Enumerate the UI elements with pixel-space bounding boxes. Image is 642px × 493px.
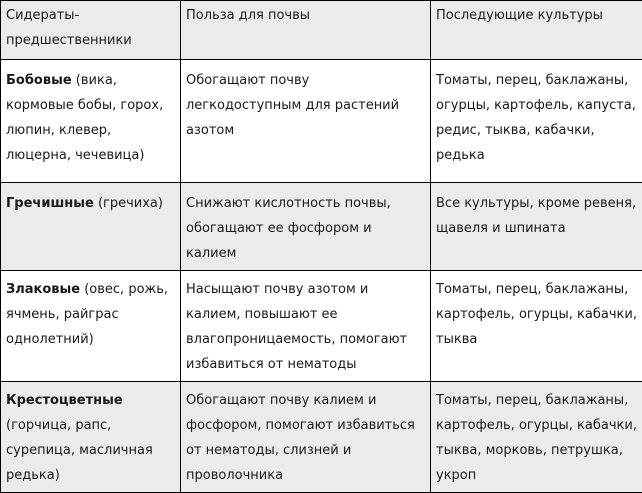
- header-predecessors: Сидераты-предшественники: [1, 1, 181, 60]
- table-row: [1, 382, 642, 493]
- predecessor-cell: [1, 60, 181, 183]
- next-crops-cell: Томаты, перец, баклажаны, огурцы, картофель, капуста, редис, тыква, кабачки, редька: [431, 60, 642, 183]
- predecessor-cell: [1, 382, 181, 493]
- crop-family-name: Гречишные: [6, 196, 94, 211]
- crop-family-name: Бобовые: [6, 73, 72, 88]
- benefit-cell: Обогащают почву калием и фосфором, помогают избавиться от нематоды, слизней и проволочника: [181, 382, 431, 493]
- crop-family-name: Крестоцветные: [6, 393, 123, 408]
- benefit-cell: Снижают кислотность почвы, обогащают ее фосфором и калием: [181, 183, 431, 271]
- table-row: [1, 183, 642, 271]
- table-header-row: [1, 1, 642, 60]
- crop-family-name: Злаковые: [6, 282, 80, 297]
- next-crops-cell: Томаты, перец, баклажаны, картофель, огурцы, кабачки, тыква, морковь, петрушка, укроп: [431, 382, 642, 493]
- table-row: [1, 271, 642, 382]
- header-soil-benefit: Польза для почвы: [181, 1, 431, 60]
- crop-family-details: (вика, кормовые бобы, горох, люпин, клевер, люцерна, чечевица): [6, 73, 163, 163]
- header-next-crops: Последующие культуры: [431, 1, 642, 60]
- crop-family-details: (гречиха): [94, 196, 163, 211]
- benefit-cell: Обогащают почву легкодоступным для растений азотом: [181, 60, 431, 183]
- table-row: [1, 60, 642, 183]
- next-crops-cell: Все культуры, кроме ревеня, щавеля и шпината: [431, 183, 642, 271]
- crop-family-details: (горчица, рапс, сурепица, масличная редька): [6, 418, 153, 483]
- benefit-cell: Насыщают почву азотом и калием, повышают ее влагопроницаемость, помогают избавиться от нематоды: [181, 271, 431, 382]
- predecessor-cell: [1, 183, 181, 271]
- next-crops-cell: Томаты, перец, баклажаны, картофель, огурцы, кабачки, тыква: [431, 271, 642, 382]
- crop-family-details: (овес, рожь, ячмень, райграс однолетний): [6, 282, 168, 347]
- predecessor-cell: [1, 271, 181, 382]
